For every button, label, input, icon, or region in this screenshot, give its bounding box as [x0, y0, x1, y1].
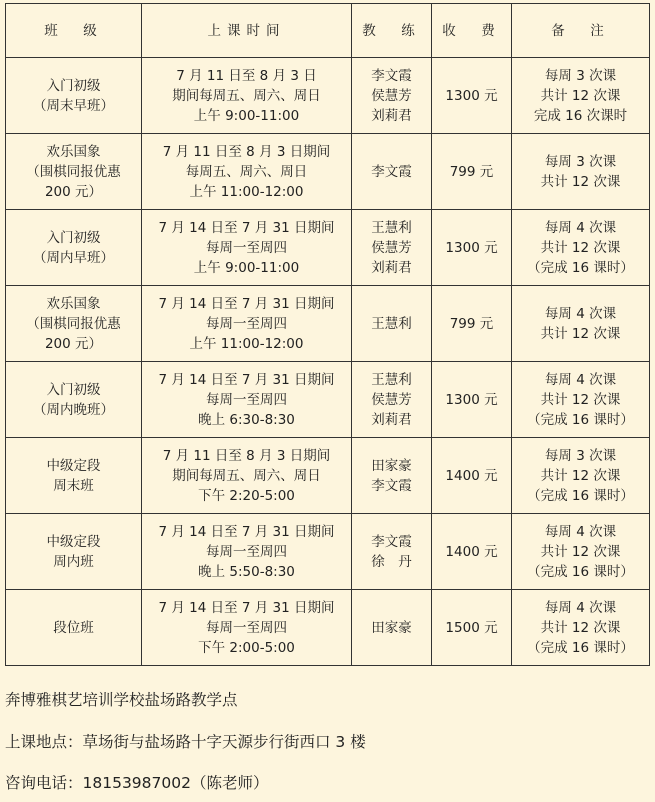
- time-line: 每周一至周四: [206, 391, 287, 408]
- note-line: 每周 3 次课: [544, 67, 617, 84]
- time-line: 每周一至周四: [206, 239, 287, 256]
- class-line: 周内班: [53, 553, 94, 570]
- time-line: 7 月 11 日至 8 月 3 日: [176, 67, 317, 84]
- class-cell: [6, 438, 142, 514]
- note-line: （完成 16 课时）: [527, 411, 634, 428]
- fee-cell: 1300 元: [432, 58, 512, 134]
- class-cell: [6, 134, 142, 210]
- time-line: 7 月 14 日至 7 月 31 日期间: [158, 599, 335, 616]
- time-line: 上午 11:00-12:00: [189, 335, 304, 352]
- class-line: （周内早班）: [33, 249, 114, 266]
- note-line: 每周 3 次课: [544, 447, 617, 464]
- coach-line: 李文霞: [371, 67, 412, 84]
- time-line: 期间每周五、周六、周日: [172, 467, 321, 484]
- note-line: （完成 16 课时）: [527, 563, 634, 580]
- note-line: 每周 4 次课: [544, 523, 617, 540]
- fee-cell: 799 元: [432, 134, 512, 210]
- coach-line: 侯慧芳: [371, 239, 412, 256]
- note-cell: [512, 362, 650, 438]
- table-row: [6, 210, 650, 286]
- time-cell: [142, 438, 352, 514]
- time-line: 上午 9:00-11:00: [193, 107, 300, 124]
- coach-cell: [352, 286, 432, 362]
- class-cell: [6, 58, 142, 134]
- header-note: 备 注: [512, 4, 650, 58]
- note-line: 每周 4 次课: [544, 371, 617, 388]
- time-line: 每周一至周四: [206, 619, 287, 636]
- note-cell: [512, 286, 650, 362]
- note-line: 共计 12 次课: [540, 391, 621, 408]
- time-cell: [142, 58, 352, 134]
- coach-cell: [352, 590, 432, 666]
- coach-cell: [352, 134, 432, 210]
- table-row: [6, 134, 650, 210]
- coach-line: 侯慧芳: [371, 87, 412, 104]
- time-line: 每周五、周六、周日: [185, 163, 308, 180]
- class-line: 入门初级: [46, 77, 101, 94]
- contact-phone: 咨询电话：18153987002（陈老师）: [5, 774, 269, 792]
- class-line: 周末班: [53, 477, 94, 494]
- class-line: 200 元）: [44, 183, 103, 200]
- note-cell: [512, 210, 650, 286]
- note-line: 每周 3 次课: [544, 153, 617, 170]
- fee-cell: 1300 元: [432, 362, 512, 438]
- time-line: 7 月 11 日至 8 月 3 日期间: [162, 447, 331, 464]
- class-cell: [6, 286, 142, 362]
- class-cell: [6, 210, 142, 286]
- note-cell: [512, 58, 650, 134]
- coach-cell: [352, 362, 432, 438]
- class-line: 中级定段: [46, 533, 101, 550]
- class-line: 入门初级: [46, 381, 101, 398]
- time-cell: [142, 514, 352, 590]
- time-line: 下午 2:20-5:00: [198, 487, 295, 504]
- class-cell: [6, 514, 142, 590]
- header-fee: 收 费: [432, 4, 512, 58]
- coach-cell: [352, 514, 432, 590]
- time-line: 期间每周五、周六、周日: [172, 87, 321, 104]
- fee-cell: 1300 元: [432, 210, 512, 286]
- table-row: [6, 438, 650, 514]
- header-time: 上课时间: [142, 4, 352, 58]
- note-line: 每周 4 次课: [544, 219, 617, 236]
- note-line: （完成 16 课时）: [527, 259, 634, 276]
- note-line: 共计 12 次课: [540, 239, 621, 256]
- time-cell: [142, 362, 352, 438]
- class-line: 欢乐国象: [46, 143, 101, 160]
- time-cell: [142, 134, 352, 210]
- coach-line: 徐 丹: [371, 553, 412, 570]
- time-cell: [142, 286, 352, 362]
- table-row: [6, 286, 650, 362]
- note-line: 共计 12 次课: [540, 325, 621, 342]
- note-line: 共计 12 次课: [540, 173, 621, 190]
- schedule-table: [5, 3, 650, 666]
- coach-line: 王慧利: [371, 371, 412, 388]
- coach-line: 王慧利: [371, 219, 412, 236]
- time-line: 7 月 14 日至 7 月 31 日期间: [158, 219, 335, 236]
- time-line: 下午 2:00-5:00: [198, 639, 295, 656]
- time-line: 每周一至周四: [206, 543, 287, 560]
- note-cell: [512, 590, 650, 666]
- note-line: （完成 16 课时）: [527, 639, 634, 656]
- fee-cell: 799 元: [432, 286, 512, 362]
- time-cell: [142, 590, 352, 666]
- class-cell: [6, 362, 142, 438]
- fee-cell: 1500 元: [432, 590, 512, 666]
- header-row: [6, 4, 650, 58]
- class-line: （周内晚班）: [33, 401, 114, 418]
- coach-cell: [352, 58, 432, 134]
- school-name: 奔博雅棋艺培训学校盐场路教学点: [5, 691, 238, 709]
- table-row: [6, 514, 650, 590]
- time-line: 上午 11:00-12:00: [189, 183, 304, 200]
- class-address: 上课地点：草场街与盐场路十字天源步行街西口 3 楼: [5, 733, 366, 751]
- header-class: 班 级: [6, 4, 142, 58]
- header-coach: 教 练: [352, 4, 432, 58]
- time-line: 7 月 11 日至 8 月 3 日期间: [162, 143, 331, 160]
- coach-cell: [352, 438, 432, 514]
- note-line: 共计 12 次课: [540, 619, 621, 636]
- note-line: 共计 12 次课: [540, 543, 621, 560]
- note-line: （完成 16 课时）: [527, 487, 634, 504]
- note-cell: [512, 438, 650, 514]
- coach-line: 刘莉君: [371, 107, 412, 124]
- time-line: 7 月 14 日至 7 月 31 日期间: [158, 523, 335, 540]
- schedule-body: [6, 58, 650, 666]
- class-line: （周末早班）: [33, 97, 114, 114]
- time-line: 上午 9:00-11:00: [193, 259, 300, 276]
- note-line: 完成 16 次课时: [533, 107, 628, 124]
- coach-line: 王慧利: [371, 315, 412, 332]
- coach-line: 刘莉君: [371, 259, 412, 276]
- coach-line: 侯慧芳: [371, 391, 412, 408]
- class-line: 段位班: [53, 619, 94, 636]
- class-line: 中级定段: [46, 457, 101, 474]
- coach-cell: [352, 210, 432, 286]
- fee-cell: 1400 元: [432, 438, 512, 514]
- coach-line: 李文霞: [371, 163, 412, 180]
- time-line: 7 月 14 日至 7 月 31 日期间: [158, 371, 335, 388]
- time-line: 每周一至周四: [206, 315, 287, 332]
- note-line: 共计 12 次课: [540, 467, 621, 484]
- coach-line: 田家豪: [371, 619, 412, 636]
- coach-line: 李文霞: [371, 477, 412, 494]
- table-row: [6, 58, 650, 134]
- time-line: 晚上 5:50-8:30: [198, 563, 295, 580]
- time-line: 7 月 14 日至 7 月 31 日期间: [158, 295, 335, 312]
- table-row: [6, 362, 650, 438]
- class-line: （围棋同报优惠: [26, 315, 121, 332]
- table-row: [6, 590, 650, 666]
- time-line: 晚上 6:30-8:30: [198, 411, 295, 428]
- coach-line: 李文霞: [371, 533, 412, 550]
- note-line: 每周 4 次课: [544, 305, 617, 322]
- time-cell: [142, 210, 352, 286]
- note-cell: [512, 134, 650, 210]
- class-cell: [6, 590, 142, 666]
- coach-line: 田家豪: [371, 457, 412, 474]
- class-line: 200 元）: [44, 335, 103, 352]
- note-line: 共计 12 次课: [540, 87, 621, 104]
- note-line: 每周 4 次课: [544, 599, 617, 616]
- class-line: （围棋同报优惠: [26, 163, 121, 180]
- note-cell: [512, 514, 650, 590]
- class-line: 入门初级: [46, 229, 101, 246]
- coach-line: 刘莉君: [371, 411, 412, 428]
- fee-cell: 1400 元: [432, 514, 512, 590]
- class-line: 欢乐国象: [46, 295, 101, 312]
